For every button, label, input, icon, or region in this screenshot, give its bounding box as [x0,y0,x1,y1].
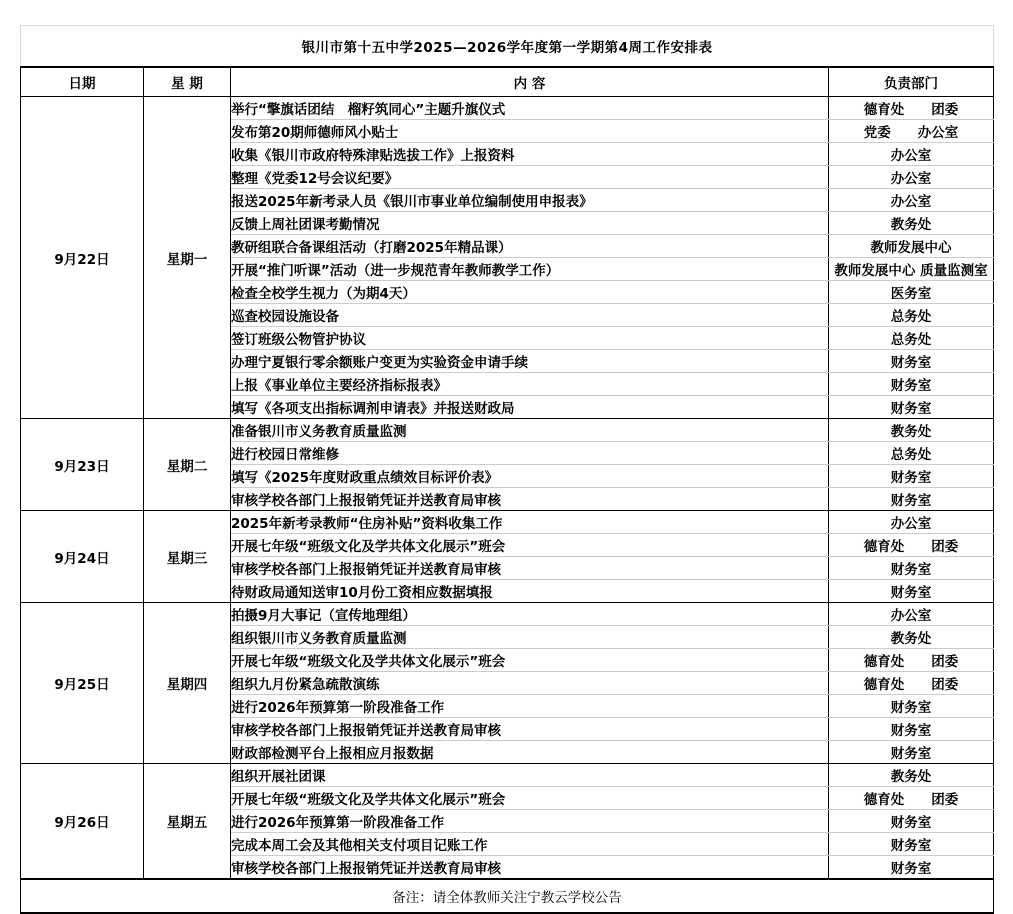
cell-department: 办公室 [829,143,994,166]
cell-date: 9月22日 [21,97,144,419]
page-title: 银川市第十五中学2025—2026学年度第一学期第4周工作安排表 [21,26,994,68]
title-row [21,26,994,68]
cell-department: 财务室 [829,856,994,879]
cell-content: 开展七年级“班级文化及学共体文化展示”班会 [231,649,829,672]
column-header-date: 日期 [21,67,144,97]
table-row [21,419,994,442]
cell-content: 检查全校学生视力（为期4天） [231,281,829,304]
cell-department: 教务处 [829,212,994,235]
cell-department: 财务室 [829,833,994,856]
cell-weekday: 星期三 [144,511,231,603]
cell-department: 办公室 [829,166,994,189]
cell-department: 总务处 [829,327,994,350]
cell-department: 财务室 [829,741,994,764]
cell-date: 9月24日 [21,511,144,603]
cell-content: 开展七年级“班级文化及学共体文化展示”班会 [231,534,829,557]
cell-department: 财务室 [829,695,994,718]
cell-department: 教务处 [829,764,994,787]
cell-content: 组织九月份紧急疏散演练 [231,672,829,695]
cell-content: 2025年新考录教师“住房补贴”资料收集工作 [231,511,829,534]
cell-department: 党委 办公室 [829,120,994,143]
cell-department: 教师发展中心 [829,235,994,258]
cell-content: 开展七年级“班级文化及学共体文化展示”班会 [231,787,829,810]
cell-department: 德育处 团委 [829,672,994,695]
cell-date: 9月25日 [21,603,144,764]
work-schedule-table [20,25,994,914]
cell-department: 办公室 [829,603,994,626]
cell-department: 财务室 [829,373,994,396]
cell-department: 教务处 [829,626,994,649]
cell-weekday: 星期二 [144,419,231,511]
cell-content: 填写《2025年度财政重点绩效目标评价表》 [231,465,829,488]
column-header-department: 负责部门 [829,67,994,97]
cell-content: 签订班级公物管护协议 [231,327,829,350]
column-header-content: 内 容 [231,67,829,97]
cell-content: 反馈上周社团课考勤情况 [231,212,829,235]
cell-department: 总务处 [829,442,994,465]
cell-content: 举行“擎旗话团结 榴籽筑同心”主题升旗仪式 [231,97,829,120]
cell-department: 财务室 [829,718,994,741]
cell-department: 办公室 [829,511,994,534]
cell-weekday: 星期一 [144,97,231,419]
cell-content: 上报《事业单位主要经济指标报表》 [231,373,829,396]
cell-content: 审核学校各部门上报报销凭证并送教育局审核 [231,856,829,879]
cell-department: 财务室 [829,580,994,603]
cell-content: 进行2026年预算第一阶段准备工作 [231,695,829,718]
cell-department: 德育处 团委 [829,97,994,120]
cell-content: 填写《各项支出指标调剂申请表》并报送财政局 [231,396,829,419]
cell-date: 9月26日 [21,764,144,879]
cell-department: 财务室 [829,396,994,419]
cell-content: 整理《党委12号会议纪要》 [231,166,829,189]
cell-content: 准备银川市义务教育质量监测 [231,419,829,442]
cell-department: 总务处 [829,304,994,327]
cell-department: 财务室 [829,557,994,580]
cell-content: 教研组联合备课组活动（打磨2025年精品课） [231,235,829,258]
cell-weekday: 星期五 [144,764,231,879]
cell-department: 医务室 [829,281,994,304]
cell-content: 进行2026年预算第一阶段准备工作 [231,810,829,833]
cell-department: 财务室 [829,488,994,511]
cell-content: 收集《银川市政府特殊津贴选拔工作》上报资料 [231,143,829,166]
cell-content: 待财政局通知送审10月份工资相应数据填报 [231,580,829,603]
cell-department: 教务处 [829,419,994,442]
cell-content: 审核学校各部门上报报销凭证并送教育局审核 [231,488,829,511]
cell-date: 9月23日 [21,419,144,511]
header-row [21,67,994,97]
cell-content: 巡查校园设施设备 [231,304,829,327]
cell-department: 德育处 团委 [829,787,994,810]
table-row [21,603,994,626]
cell-content: 组织银川市义务教育质量监测 [231,626,829,649]
cell-content: 拍摄9月大事记（宣传地理组） [231,603,829,626]
cell-department: 教师发展中心 质量监测室 [829,258,994,281]
table-row [21,511,994,534]
cell-content: 完成本周工会及其他相关支付项目记账工作 [231,833,829,856]
column-header-weekday: 星 期 [144,67,231,97]
cell-content: 办理宁夏银行零余额账户变更为实验资金申请手续 [231,350,829,373]
cell-content: 审核学校各部门上报报销凭证并送教育局审核 [231,718,829,741]
footer-row [21,879,994,913]
cell-department: 财务室 [829,465,994,488]
cell-department: 办公室 [829,189,994,212]
table-row [21,97,994,120]
cell-department: 德育处 团委 [829,649,994,672]
cell-department: 德育处 团委 [829,534,994,557]
cell-content: 报送2025年新考录人员《银川市事业单位编制使用申报表》 [231,189,829,212]
cell-content: 组织开展社团课 [231,764,829,787]
cell-department: 财务室 [829,810,994,833]
table-row [21,764,994,787]
cell-content: 财政部检测平台上报相应月报数据 [231,741,829,764]
cell-content: 审核学校各部门上报报销凭证并送教育局审核 [231,557,829,580]
footer-note: 备注：请全体教师关注宁教云学校公告 [21,879,994,913]
cell-department: 财务室 [829,350,994,373]
cell-content: 发布第20期师德师风小贴士 [231,120,829,143]
cell-content: 开展“推门听课”活动（进一步规范青年教师教学工作） [231,258,829,281]
cell-weekday: 星期四 [144,603,231,764]
cell-content: 进行校园日常维修 [231,442,829,465]
